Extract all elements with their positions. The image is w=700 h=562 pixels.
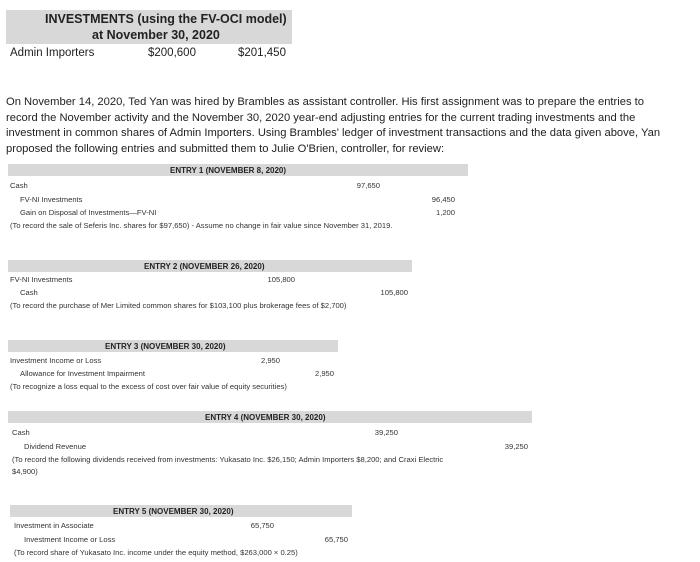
investments-title-line2: at November 30, 2020	[92, 28, 220, 42]
entry-3-note: (To recognize a loss equal to the excess of cost over fair value of equity securities)	[10, 382, 287, 391]
entry-5-credit: 65,750	[324, 535, 348, 544]
entry-5-account: Investment in Associate	[14, 521, 94, 530]
entry-1-credit: 96,450	[431, 195, 455, 204]
entry-4-account: Dividend Revenue	[24, 442, 87, 451]
entry-3-credit: 2,950	[314, 369, 334, 378]
entry-3-account: Investment Income or Loss	[10, 356, 102, 365]
entry-5-note: (To record share of Yukasato Inc. income under the equity method, $263,000 × 0.25)	[14, 548, 298, 557]
entry-1-header: ENTRY 1 (NOVEMBER 8, 2020)	[170, 166, 287, 175]
entry-4-note-line1: (To record the following dividends received from investments: Yukasato Inc. $26,150; Admin Importers $8,200; and Craxi Electric	[12, 455, 444, 464]
entry-3-header: ENTRY 3 (NOVEMBER 30, 2020)	[105, 342, 226, 351]
entry-1-note: (To record the sale of Seferis Inc. shares for $97,650) - Assume no change in fair value since November 31, 2019.	[10, 221, 393, 230]
entry-5-header: ENTRY 5 (NOVEMBER 30, 2020)	[113, 507, 234, 516]
entry-4-debit: 39,250	[374, 428, 398, 437]
entry-4-note-line2: $4,900)	[12, 467, 38, 476]
entry-2-note: (To record the purchase of Mer Limited common shares for $103,100 plus brokerage fees of $2,700)	[10, 301, 347, 310]
entry-1-account: FV-NI Investments	[20, 195, 83, 204]
investments-title-line1: INVESTMENTS (using the FV-OCI model)	[45, 12, 287, 26]
entry-1-credit: 1,200	[435, 208, 455, 217]
entry-1-debit: 97,650	[356, 181, 380, 190]
entry-1-account: Gain on Disposal of Investments—FV-NI	[20, 208, 157, 217]
entry-2-debit: 105,800	[267, 275, 295, 284]
entry-1-account: Cash	[10, 181, 28, 190]
entry-5-account: Investment Income or Loss	[24, 535, 116, 544]
table-fair-value: $201,450	[238, 47, 286, 59]
entry-3-debit: 2,950	[260, 356, 280, 365]
entry-4-account: Cash	[12, 428, 30, 437]
table-row-label: Admin Importers	[10, 47, 95, 59]
intro-paragraph: On November 14, 2020, Ted Yan was hired by Brambles as assistant controller. His first assignment was to prepare the entries to record the November activity and the November 30, 2020 year-end adjusting entries for the current trading investments and the investment in common shares of Admin Importers. Using Brambles' ledger of investment transactions and the data given above, Yan proposed the following entries and submitted them to Julie O'Brien, controller, for review:	[6, 96, 661, 155]
table-cost-value: $200,600	[148, 47, 196, 59]
entry-2-account: Cash	[20, 288, 38, 297]
entry-2-credit: 105,800	[380, 288, 408, 297]
entry-4-header: ENTRY 4 (NOVEMBER 30, 2020)	[205, 413, 326, 422]
entry-2-header: ENTRY 2 (NOVEMBER 26, 2020)	[144, 262, 265, 271]
entry-3-account: Allowance for Investment Impairment	[20, 369, 145, 378]
entry-4-credit: 39,250	[504, 442, 528, 451]
entry-5-debit: 65,750	[250, 521, 274, 530]
entry-2-account: FV-NI Investments	[10, 275, 73, 284]
